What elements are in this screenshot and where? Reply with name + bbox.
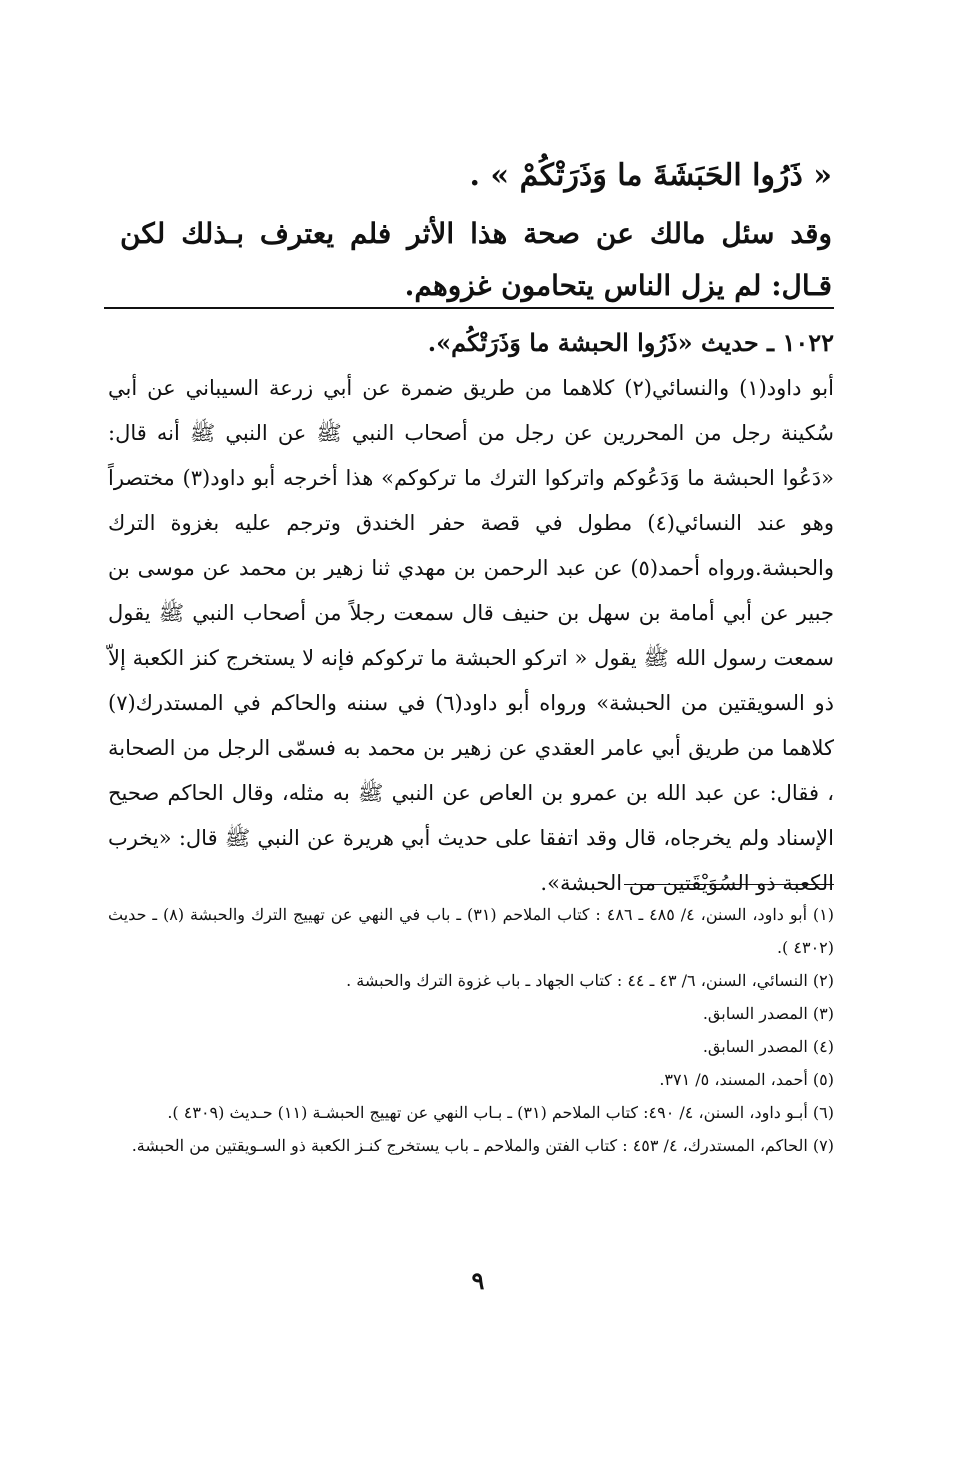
footnotes xyxy=(108,898,834,1162)
hadith-quote: « ذَرُوا الحَبَشَةَ ما وَذَرَتْكُمْ » . xyxy=(469,158,832,193)
footnote-2: (٢) النسائي، السنن، ٦/ ٤٣ ـ ٤٤ : كتاب الجهاد ـ باب غزوة الترك والحبشة . xyxy=(346,971,834,990)
footnote-4: (٤) المصدر السابق. xyxy=(702,1037,834,1056)
top-paragraph: وقد سئل مالك عن صحة هذا الأثر فلم يعترف بـذلك لكن قـال: لم يزل الناس يتحامون غزوهم. xyxy=(120,217,832,302)
footnote-5: (٥) أحمد، المسند، ٥/ ٣٧١. xyxy=(659,1070,834,1089)
hadith-commentary: أبو داود(١) والنسائي(٢) كلاهما من طريق ضمرة عن أبي زرعة السيباني عن أبي سُكينة رجل من المحررين عن رجل من أصحاب النبي ﷺ عن النبي ﷺ أنه قال: «دَعُوا الحبشة ما وَدَعُوكم واتركوا الترك ما تركوكم» هذا أخرجه أبو داود(٣) مختصراً وهو عند النسائي(٤) مطول في قصة حفر الخندق وترجم عليه بغزوة الترك والحبشة.ورواه أحمد(٥) عن عبد الرحمن بن مهدي ثنا زهير بن محمد عن موسى بن جبير عن أبي أمامة بن سهل بن حنيف قال سمعت رجلاً من أصحاب النبي ﷺ يقول سمعت رسول الله ﷺ يقول « اتركو الحبشة ما تركوكم فإنه لا يستخرج كنز الكعبة إلاّ ذو السويقتين من الحبشة» ورواه أبو داود(٦) في سننه والحاكم في المستدرك(٧) كلاهما من طريق أبي عامر العقدي عن زهير بن محمد به فسمّى الرجل من الصحابة ، فقال: عن عبد الله بن عمرو بن العاص عن النبي ﷺ به مثله، وقال الحاكم صحيح الإسناد ولم يخرجاه، قال وقد اتفقا على حديث أبي هريرة عن النبي ﷺ قال: «يخرب الكعبة ذو السُوَيْقَتين من الحبشة». xyxy=(108,376,835,895)
section-divider xyxy=(104,307,834,309)
footnote-3: (٣) المصدر السابق. xyxy=(702,1004,834,1023)
footnote-1: (١) أبو داود، السنن، ٤/ ٤٨٥ ـ ٤٨٦ : كتاب الملاحم (٣١) ـ باب في النهي عن تهييج الترك والحبشة (٨) ـ حديث (٤٣٠٢ ). xyxy=(108,905,835,957)
footnote-7: (٧) الحاكم، المستدرك، ٤/ ٤٥٣ : كتاب الفتن والملاحم ـ باب يستخرج كنـز الكعبة ذو السـويقتين من الحبشة. xyxy=(131,1136,834,1155)
hadith-heading: ١٠٢٢ ـ حديث «ذَرُوا الحبشة ما وَذَرَتْكُم». xyxy=(427,328,834,357)
footnote-divider xyxy=(624,884,834,885)
top-section xyxy=(120,150,832,312)
footnote-6: (٦) أبـو داود، السنن، ٤/ ٤٩٠: كتاب الملاحم (٣١) ـ بـاب النهي عن تهييج الحبشـة (١١) حـديث (٤٣٠٩ ). xyxy=(167,1103,834,1122)
main-section xyxy=(108,320,834,906)
page-number: ٩ xyxy=(471,1266,485,1295)
